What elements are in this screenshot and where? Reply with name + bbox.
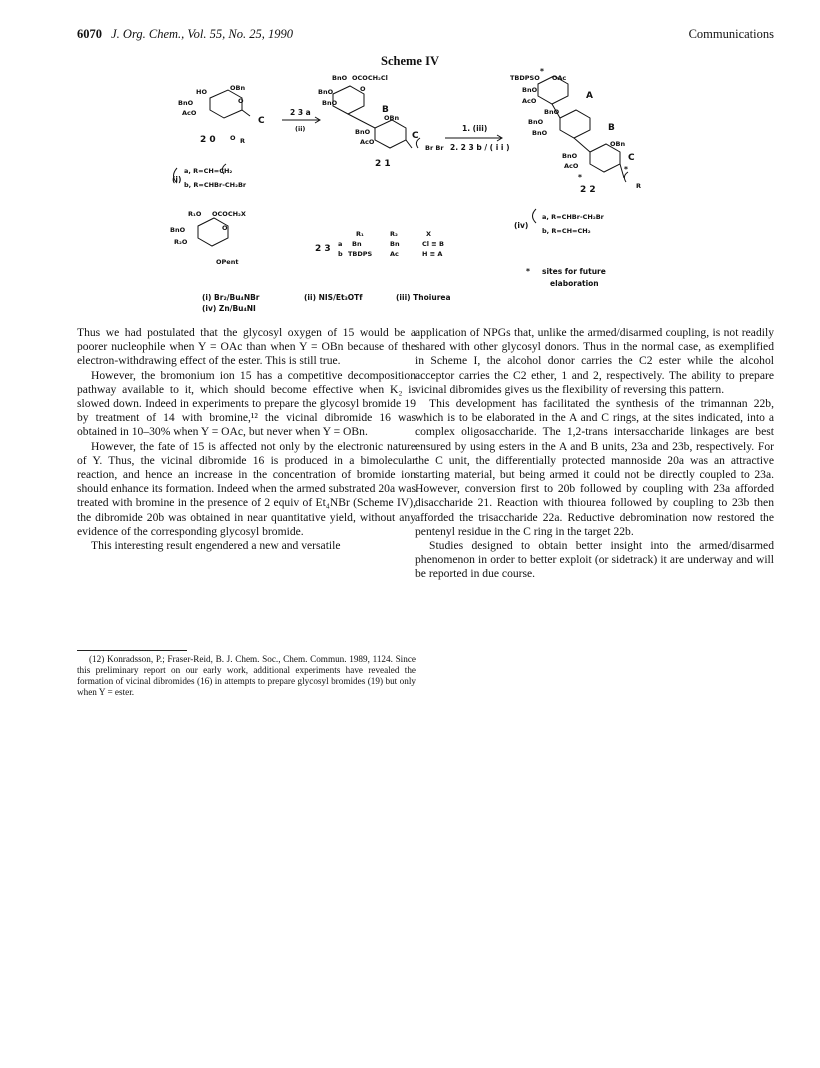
svg-text:*: * — [624, 165, 628, 174]
svg-text:Br Br: Br Br — [425, 144, 444, 152]
table-b-id: b — [338, 250, 343, 258]
svg-text:OBn: OBn — [384, 114, 400, 122]
scheme-title: Scheme IV — [381, 54, 439, 68]
svg-text:BnO: BnO — [178, 99, 194, 107]
svg-text:HO: HO — [196, 88, 207, 96]
svg-text:BnO: BnO — [170, 226, 186, 234]
svg-text:AcO: AcO — [564, 162, 579, 170]
r-definition-iv-b: b, R=CH=CH₂ — [542, 227, 591, 235]
ring-a-label: A — [586, 91, 593, 101]
star-note-line2: elaboration — [550, 279, 599, 288]
compound-21-label: 2 1 — [375, 159, 391, 169]
svg-text:TBDPSO: TBDPSO — [510, 74, 540, 82]
paragraph: Studies designed to obtain better insight into the armed/disarmed phenomenon in order to better exploit (or sidetrack) it are underway and will be reported in due course. — [415, 539, 774, 581]
svg-text:BnO: BnO — [522, 86, 538, 94]
compound-20-label: 2 0 — [200, 135, 216, 145]
svg-text:BnO: BnO — [332, 74, 348, 82]
paragraph: Thus we had postulated that the glycosyl oxygen of 15 would be a poorer nucleophile when Y = OAc than when Y = OBn because of the electron-withdrawing effect of the ester. This is still true. — [77, 326, 416, 368]
table-b-x: H ≡ A — [422, 250, 443, 258]
condition-i: (i) Br₂/Bu₄NBr — [202, 293, 260, 302]
svg-text:O: O — [230, 134, 236, 142]
table-b-r1: TBDPS — [348, 250, 373, 258]
table-a-x: Cl ≡ B — [422, 240, 444, 248]
scheme-iv-figure — [150, 68, 670, 313]
journal-citation: J. Org. Chem., Vol. 55, No. 25, 1990 — [111, 27, 293, 41]
ring-c-label: C — [258, 116, 265, 126]
svg-text:OCOCH₂X: OCOCH₂X — [212, 210, 246, 218]
svg-text:*: * — [540, 68, 544, 76]
svg-text:BnO: BnO — [355, 128, 371, 136]
ring-b-label: B — [382, 105, 389, 115]
ring-b-label-22: B — [608, 123, 615, 133]
svg-text:BnO: BnO — [532, 129, 548, 137]
page-number: 6070 — [77, 27, 102, 41]
footnote-12: (12) Konradsson, P.; Fraser-Reid, B. J. Chem. Soc., Chem. Commun. 1989, 1124. Since this preliminary report on our early work, additional experiments have revealed the formation of vicinal dibromides (16) in attempts to prepare glycosyl bromides (19) but only when Y = ester. — [77, 654, 416, 697]
svg-text:O: O — [238, 97, 244, 105]
svg-text:*: * — [578, 173, 582, 182]
table-head-r2: R₂ — [390, 230, 398, 238]
svg-text:R₂O: R₂O — [174, 238, 188, 246]
svg-text:AcO: AcO — [522, 97, 537, 105]
svg-text:OBn: OBn — [610, 140, 626, 148]
arrow1-reagent: 2 3 a — [290, 108, 311, 117]
r-definition-iv: (iv) — [514, 221, 529, 230]
r-definition-b: b, R=CHBr-CH₂Br — [184, 181, 247, 189]
svg-text:R₁O: R₁O — [188, 210, 202, 218]
table-b-r2: Ac — [390, 250, 399, 258]
condition-ii: (ii) NIS/Et₃OTf — [304, 293, 363, 302]
svg-text:AcO: AcO — [360, 138, 375, 146]
running-header-left — [77, 27, 293, 42]
table-a-r2: Bn — [390, 240, 400, 248]
left-column — [77, 326, 416, 553]
table-a-id: a — [338, 240, 343, 248]
ring-c-label-21: C — [412, 131, 419, 141]
paragraph: However, the bromonium ion 15 has a competitive decomposition pathway available to it, which should become effective when K₂ is slowed down. Indeed in experiments to prepare the glycosyl bromide 19 by treatment of 14 with bromine,¹² the vicinal dibromide 16 was obtained in 10–30% when Y = OAc, but never when Y = OBn. — [77, 368, 416, 439]
paragraph: However, the fate of 15 is affected not only by the electronic nature of Y. Thus, the vicinal dibromide 16 is produced in a bimolecular reaction, and hence an increase in the concentration of bromide ion should enhance its formation. Indeed when the armed substrated 20a was treated with bromine in the presence of 2 equiv of Et₄NBr (Scheme IV), the dibromide 20b was obtained in near quantitative yield, without any evidence of the corresponding glycosyl bromide. — [77, 439, 417, 538]
paragraph: application of NPGs that, unlike the armed/disarmed coupling, is not readily shared with other glycosyl donors. Thus in the normal case, as exemplified in Scheme I, the alcohol donor carries the C2 ester while the alcohol acceptor carries the C2 ether, 1 and 2, respectively. The ability to prepare vicinal dibromides gives us the flexibility of reversing this pattern. — [415, 326, 774, 396]
svg-text:OCOCH₂Cl: OCOCH₂Cl — [352, 74, 388, 82]
svg-text:OBn: OBn — [230, 84, 246, 92]
table-head-x: X — [426, 230, 432, 238]
footnote-rule — [77, 650, 187, 651]
svg-text:*: * — [526, 267, 530, 276]
arrow2-step1: 1. (iii) — [462, 124, 488, 133]
svg-text:R: R — [240, 137, 246, 145]
right-column — [415, 326, 774, 582]
star-note-line1: sites for future — [542, 267, 606, 276]
footnote — [77, 654, 416, 698]
paragraph: This interesting result engendered a new and versatile — [91, 539, 341, 553]
section-name: Communications — [688, 27, 774, 41]
r-definition-i: (i) — [172, 175, 182, 184]
condition-iii: (iii) Thoiurea — [396, 293, 451, 302]
r-definition-iv-a: a, R=CHBr-CH₂Br — [542, 213, 604, 221]
table-a-r1: Bn — [352, 240, 362, 248]
svg-text:O: O — [222, 224, 228, 232]
arrow2-step2: 2. 2 3 b / ( i i ) — [450, 143, 510, 152]
condition-iv: (iv) Zn/Bu₄NI — [202, 304, 256, 313]
svg-text:BnO: BnO — [544, 108, 560, 116]
svg-text:OAc: OAc — [552, 74, 567, 82]
r-definition-a: a, R=CH=CH₂ — [184, 167, 233, 175]
svg-text:BnO: BnO — [562, 152, 578, 160]
svg-text:BnO: BnO — [322, 99, 338, 107]
svg-text:AcO: AcO — [182, 109, 197, 117]
arrow1-condition: (ii) — [295, 125, 306, 133]
svg-text:OPent: OPent — [216, 258, 239, 266]
paragraph: This development has facilitated the synthesis of the trimannan 22b, which is to be elaborated in the A and C rings, at the sites indicated, into a complex oligosaccharide. The 1,2-trans intersaccharide linkages are best ensured by using esters in the A and B units, 23a and 23b, respectively. For the C unit, the differentially protected mannoside 20a was an attractive starting material, but being armed it could not be directly coupled to 23a. However, conversion first to 20b followed by coupling with 23a afforded disaccharide 21. Reaction with thiourea followed by coupling to 23b then afforded the trisaccharide 22a. Reductive debromination now restored the pentenyl residue in the C ring in the target 22b. — [415, 397, 774, 538]
compound-22-label: 2 2 — [580, 185, 596, 195]
svg-text:BnO: BnO — [528, 118, 544, 126]
ring-c-label-22: C — [628, 153, 635, 163]
compound-23-label: 2 3 — [315, 244, 331, 254]
svg-text:BnO: BnO — [318, 88, 334, 96]
svg-text:R: R — [636, 182, 642, 190]
table-head-r1: R₁ — [356, 230, 364, 238]
svg-text:O: O — [360, 85, 366, 93]
